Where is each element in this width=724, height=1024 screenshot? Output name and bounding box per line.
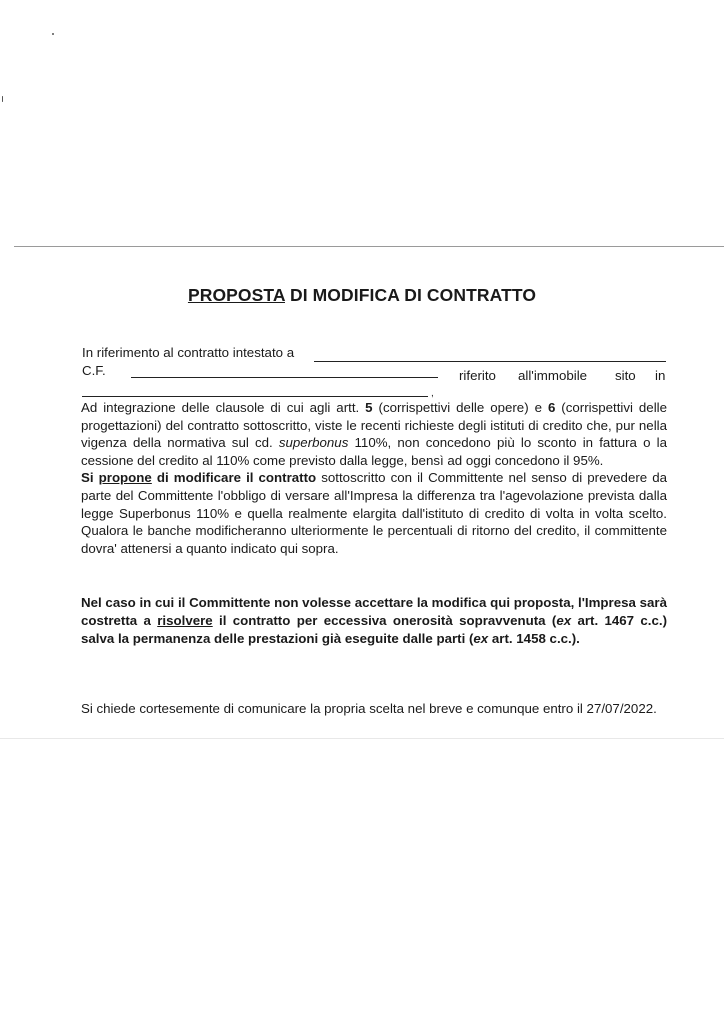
para2-si: Si [81, 470, 99, 486]
riferito-text: riferito [459, 368, 496, 383]
page-edge-line [0, 738, 724, 745]
para1-text-2: (corrispettivi delle opere) e [372, 400, 548, 415]
document-title [0, 285, 724, 306]
para3-text-4: art. 1458 c.c.). [488, 631, 580, 646]
para3-text-2: il contratto per eccessiva onerosità sopravvenuta ( [212, 613, 557, 628]
ex-term-2: ex [473, 631, 489, 646]
para3-text-3: art. 1467 c.c.) salva la permanenza delle prestazioni già eseguite dalle parti ( [81, 613, 668, 646]
paragraph-request: Si chiede cortesemente di comunicare la propria scelta nel breve e comunque entro il 27/07/2022. [81, 701, 657, 716]
para1-text-1: Ad integrazione delle clausole di cui agli artt. [81, 400, 366, 415]
scan-speck [2, 96, 3, 102]
cf-label: C.F. [82, 363, 106, 378]
sito-text: sito [615, 368, 636, 383]
in-text: in [655, 368, 666, 383]
para1-text-3: (corrispettivi delle progettazioni) del contratto sottoscritto, viste le recenti richieste degli istituti di credito che, pur nella vigenza della normativa sul cd. [81, 400, 668, 451]
risolvere-term: risolvere [157, 613, 213, 628]
cf-blank [131, 377, 438, 378]
title-rest: DI MODIFICA DI CONTRATTO [285, 285, 537, 305]
superbonus-term: superbonus [278, 435, 349, 451]
para2-text: sottoscritto con il Committente nel senso di prevedere da parte del Committente l'obbligo di versare all'Impresa la differenza tra l'agevolazione prevista dalla legge Superbonus 110% e quella realmente elargita dall'istituto di credito di volta in volta scelto. Qualora le banche modificheranno ulteriormente le percentuali di ritorno del credito, il committente dovra' attenersi a quanto indicato qui sopra. [81, 470, 668, 556]
paragraph-integration [81, 399, 667, 557]
para3-text-1: Nel caso in cui il Committente non volesse accettare la modifica qui proposta, l'Impresa sarà costretta a [81, 595, 667, 628]
ex-term-1: ex [556, 613, 572, 628]
immobile-text: all'immobile [518, 368, 588, 383]
art-6: 6 [547, 400, 556, 415]
art-5: 5 [365, 400, 373, 415]
scan-speck [52, 33, 54, 35]
fold-line [14, 246, 724, 247]
paragraph-termination [81, 594, 667, 648]
address-blank [82, 396, 428, 397]
address-comma: , [431, 388, 434, 399]
title-underlined: PROPOSTA [187, 285, 285, 305]
para2-propone: propone [98, 470, 152, 486]
reference-label: In riferimento al contratto intestato a [82, 345, 295, 360]
holder-name-blank [314, 361, 666, 362]
para1-text-4: 110%, non concedono più lo sconto in fattura o la cessione del credito al 110% come previsto dalla legge, bensì ad oggi concedono il 95%. [81, 435, 668, 468]
para2-bold: di modificare il contratto [151, 470, 317, 486]
